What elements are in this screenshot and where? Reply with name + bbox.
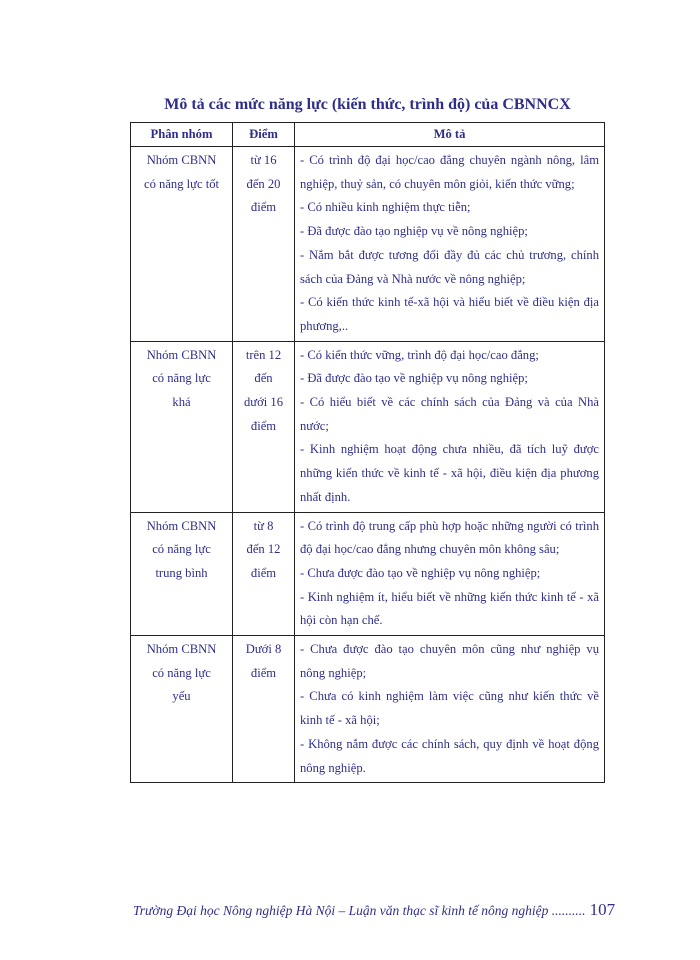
score-cell [233, 147, 295, 342]
description-cell [295, 512, 605, 636]
table-row [131, 147, 605, 342]
table-row [131, 341, 605, 512]
group-label-line: có năng lực [152, 371, 211, 386]
score-label-line: đến 12 [246, 542, 281, 557]
description-item: - Chưa có kinh nghiệm làm việc cũng như kiến thức về kinh tế - xã hội; [300, 689, 599, 728]
group-cell [131, 147, 233, 342]
description-item: - Kinh nghiệm ít, hiểu biết về những kiến thức kinh tế - xã hội còn hạn chế. [300, 589, 599, 628]
score-label-line: điểm [250, 565, 277, 580]
group-label-line: khá [172, 395, 191, 410]
description-cell [295, 147, 605, 342]
header-score: Điểm [233, 123, 295, 147]
header-description: Mô tả [295, 123, 605, 147]
group-cell [131, 341, 233, 512]
score-label-line: từ 16 [250, 153, 277, 167]
score-label-line: đến 20 [246, 176, 281, 191]
page-footer [133, 900, 616, 920]
group-cell [131, 512, 233, 636]
description-item: - Có kiến thức kinh tế-xã hội và hiểu biết về điều kiện địa phương,.. [300, 295, 599, 333]
group-cell [131, 636, 233, 783]
description-item: - Chưa được đào tạo chuyên môn cũng như nghiệp vụ nông nghiệp; [300, 642, 599, 680]
group-label-line: trung bình [155, 565, 208, 580]
table-body [131, 147, 605, 783]
table-row [131, 636, 605, 783]
description-item: - Có trình độ đại học/cao đẳng chuyên ngành nông, lâm nghiệp, thuỷ sản, có chuyên môn giỏi, kiến thức vững; [300, 153, 599, 191]
header-group: Phân nhóm [131, 123, 233, 147]
group-label-line: Nhóm CBNN [146, 347, 217, 362]
group-label-line: có năng lực tốt [143, 176, 220, 191]
score-label-line: điểm [250, 200, 277, 215]
score-label-line: điểm [250, 418, 277, 433]
description-item: - Không nắm được các chính sách, quy định về hoạt động nông nghiệp. [300, 736, 599, 775]
score-cell [233, 512, 295, 636]
table-row [131, 512, 605, 636]
score-label-line: Dưới 8 [245, 642, 282, 657]
score-label-line: từ 8 [253, 518, 274, 533]
description-item: - Có nhiều kinh nghiệm thực tiễn; [300, 200, 471, 215]
group-label-line: Nhóm CBNN [146, 153, 217, 167]
description-cell [295, 341, 605, 512]
score-label-line: dưới 16 [243, 395, 284, 410]
score-label-line: trên 12 [245, 347, 282, 362]
page-number: 107 [589, 900, 616, 919]
description-item: - Có hiểu biết về các chính sách của Đảng và của Nhà nước; [300, 395, 599, 433]
group-label-line: có năng lực [152, 665, 211, 680]
description-cell [295, 636, 605, 783]
description-item: - Nắm bắt được tương đối đầy đủ các chủ trương, chính sách của Đảng và Nhà nước về nông nghiệp; [300, 247, 599, 286]
score-cell [233, 341, 295, 512]
competency-table [130, 122, 605, 783]
score-cell [233, 636, 295, 783]
footer-text: Trường Đại học Nông nghiệp Hà Nội – Luận văn thạc sĩ kinh tế nông nghiệp .......... [133, 903, 586, 918]
description-item: - Có kiến thức vững, trình độ đại học/cao đẳng; [300, 347, 539, 362]
description-item: - Đã được đào tạo nghiệp vụ về nông nghiệp; [300, 224, 528, 239]
group-label-line: Nhóm CBNN [146, 642, 217, 657]
group-label-line: có năng lực [152, 542, 211, 557]
group-label-line: Nhóm CBNN [146, 518, 217, 533]
score-label-line: đến [254, 371, 273, 386]
table-title: Mô tả các mức năng lực (kiến thức, trình độ) của CBNNCX [164, 96, 571, 113]
score-label-line: điểm [250, 665, 277, 680]
table-header-row [131, 123, 605, 147]
group-label-line: yếu [172, 689, 191, 704]
description-item: - Đã được đào tạo về nghiệp vụ nông nghiệp; [300, 371, 528, 386]
description-item: - Kinh nghiệm hoạt động chưa nhiều, đã tích luỹ được những kiến thức về kinh tế - xã hội, điều kiện địa phương nhất định. [300, 442, 599, 504]
description-item: - Chưa được đào tạo về nghiệp vụ nông nghiệp; [300, 565, 541, 580]
description-item: - Có trình độ trung cấp phù hợp hoặc những người có trình độ đại học/cao đẳng nhưng chuyên môn không sâu; [300, 518, 599, 557]
